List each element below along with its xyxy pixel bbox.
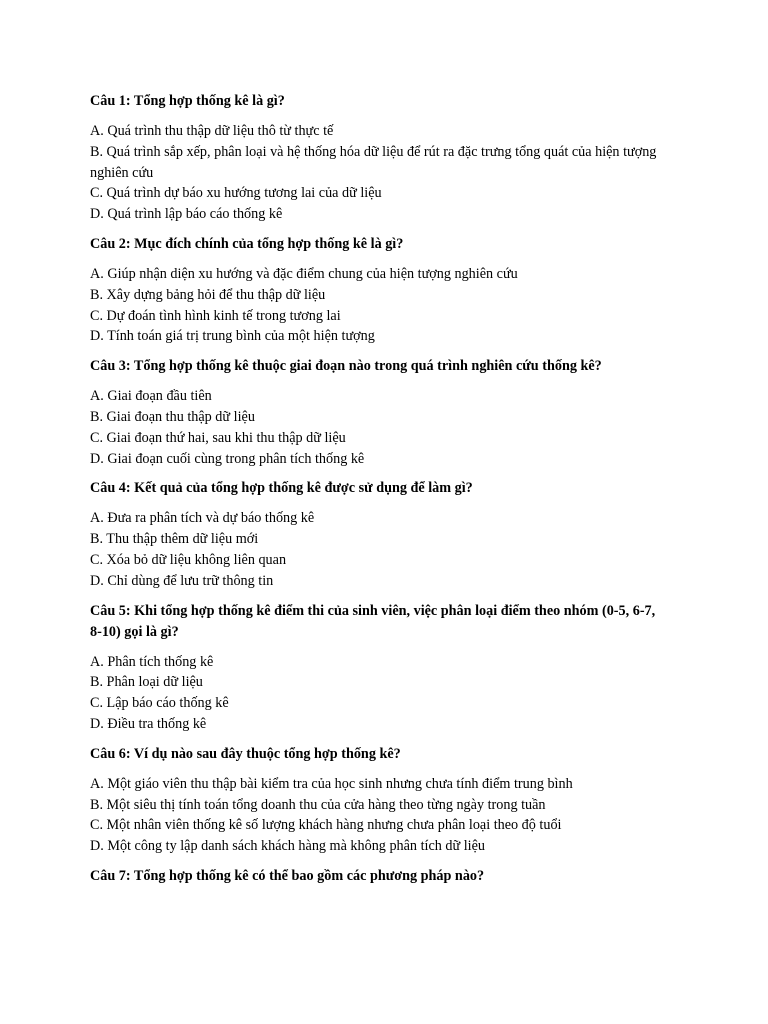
option-d: D. Quá trình lập báo cáo thống kê — [90, 206, 283, 223]
question-title: Câu 7: Tổng hợp thống kê có thể bao gồm các phương pháp nào? — [90, 867, 485, 884]
option-a: A. Một giáo viên thu thập bài kiểm tra của học sinh nhưng chưa tính điểm trung bình — [90, 775, 573, 792]
question-title: Câu 5: Khi tổng hợp thống kê điểm thi của sinh viên, việc phân loại điểm theo nhóm (0-5, 6-7, 8-10) gọi là gì? — [90, 602, 656, 640]
option-b: B. Thu thập thêm dữ liệu mới — [90, 531, 259, 548]
option-d: D. Tính toán giá trị trung bình của một hiện tượng — [90, 328, 375, 345]
question-title: Câu 1: Tổng hợp thống kê là gì? — [90, 93, 285, 109]
question-4 — [90, 478, 670, 591]
option-b: B. Xây dựng bảng hỏi để thu thập dữ liệu — [90, 286, 326, 303]
question-6 — [90, 744, 670, 857]
option-list — [90, 264, 670, 347]
question-title: Câu 4: Kết quả của tổng hợp thống kê được sử dụng để làm gì? — [90, 480, 473, 497]
option-a: A. Giai đoạn đầu tiên — [90, 388, 212, 405]
option-a: A. Đưa ra phân tích và dự báo thống kê — [90, 510, 315, 527]
question-2 — [90, 234, 670, 347]
option-c: C. Dự đoán tình hình kinh tế trong tương lai — [90, 307, 341, 324]
option-a: A. Phân tích thống kê — [90, 653, 214, 670]
question-5 — [90, 601, 670, 735]
option-b: B. Phân loại dữ liệu — [90, 674, 203, 691]
option-b: B. Một siêu thị tính toán tổng doanh thu của cửa hàng theo từng ngày trong tuần — [90, 796, 546, 813]
question-7 — [90, 866, 670, 887]
option-c: C. Quá trình dự báo xu hướng tương lai của dữ liệu — [90, 185, 382, 202]
option-d: D. Giai đoạn cuối cùng trong phân tích thống kê — [90, 450, 365, 467]
option-b: B. Giai đoạn thu thập dữ liệu — [90, 408, 255, 425]
option-c: C. Xóa bỏ dữ liệu không liên quan — [90, 551, 287, 568]
option-list — [90, 508, 670, 591]
option-b: B. Quá trình sắp xếp, phân loại và hệ thống hóa dữ liệu để rút ra đặc trưng tổng quát của hiện tượng nghiên cứu — [90, 143, 657, 181]
option-d: D. Một công ty lập danh sách khách hàng mà không phân tích dữ liệu — [90, 838, 485, 855]
option-list — [90, 774, 670, 857]
option-list — [90, 652, 670, 735]
option-list — [90, 386, 670, 469]
option-list — [90, 121, 670, 225]
question-3 — [90, 356, 670, 469]
option-a: A. Giúp nhận diện xu hướng và đặc điểm chung của hiện tượng nghiên cứu — [90, 265, 518, 282]
option-d: D. Điều tra thống kê — [90, 715, 207, 732]
option-c: C. Giai đoạn thứ hai, sau khi thu thập dữ liệu — [90, 429, 346, 446]
question-title: Câu 6: Ví dụ nào sau đây thuộc tổng hợp thống kê? — [90, 745, 401, 762]
option-c: C. Lập báo cáo thống kê — [90, 695, 229, 712]
option-a: A. Quá trình thu thập dữ liệu thô từ thực tế — [90, 123, 334, 139]
document-page — [90, 91, 670, 896]
option-d: D. Chỉ dùng để lưu trữ thông tin — [90, 572, 274, 589]
option-c: C. Một nhân viên thống kê số lượng khách hàng nhưng chưa phân loại theo độ tuổi — [90, 817, 562, 834]
question-title: Câu 3: Tổng hợp thống kê thuộc giai đoạn nào trong quá trình nghiên cứu thống kê? — [90, 358, 602, 375]
question-title: Câu 2: Mục đích chính của tổng hợp thống kê là gì? — [90, 235, 404, 252]
question-1 — [90, 91, 670, 225]
